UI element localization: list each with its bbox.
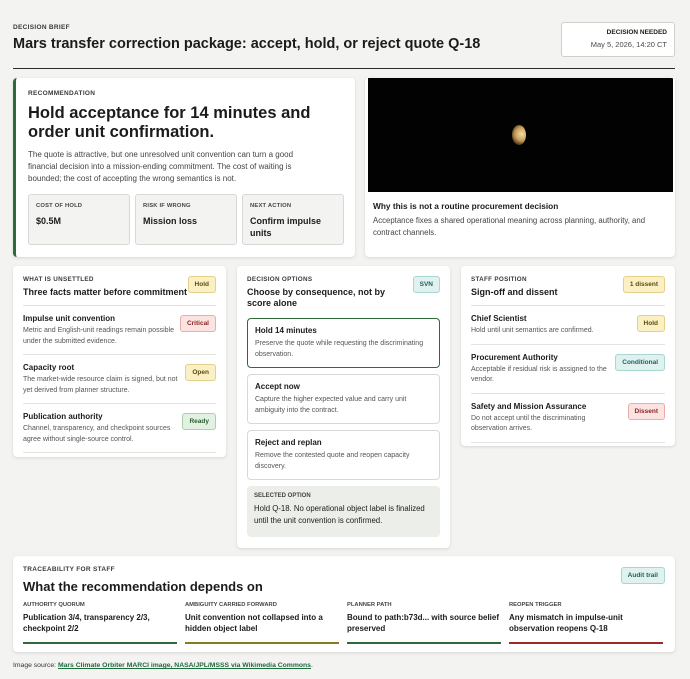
list-item <box>471 393 665 443</box>
dependency-label: REOPEN TRIGGER <box>509 602 562 608</box>
recommendation-headline: Hold acceptance for 14 minutes and order unit confirmation. <box>28 104 311 141</box>
dependency-label: AUTHORITY QUORUM <box>23 602 85 608</box>
list-item <box>23 354 216 403</box>
dependency-item <box>23 602 177 644</box>
list-item <box>471 344 665 393</box>
option-title: Hold 14 minutes <box>255 326 317 335</box>
dependency-item <box>347 602 501 644</box>
list-item <box>471 305 665 344</box>
mars-planet <box>512 125 526 145</box>
unsettled-kicker: WHAT IS UNSETTLED <box>23 276 94 283</box>
source-prefix: Image source: <box>13 662 58 669</box>
selected-option-label: SELECTED OPTION <box>254 493 311 499</box>
status-badge: Ready <box>182 413 216 430</box>
mars-image <box>368 78 673 192</box>
recommendation-card <box>13 78 355 257</box>
recommendation-body: The quote is attractive, but one unresolved unit convention can turn a good financial decision into a mission-ending commitment. The cost of waiting is bounded; the cost of accepting the wrong semantics is not. <box>28 150 294 183</box>
option-title: Reject and replan <box>255 438 322 447</box>
decision-options-card <box>237 266 450 548</box>
status-badge: Dissent <box>628 403 665 420</box>
metric-value: $0.5M <box>36 216 62 226</box>
image-caption: Why this is not a routine procurement decision <box>373 201 559 211</box>
list-item <box>23 305 216 354</box>
dependency-label: AMBIGUITY CARRIED FORWARD <box>185 602 277 608</box>
metric-value: Confirm impulse units <box>250 216 322 238</box>
item-title: Safety and Mission Assurance <box>471 401 587 411</box>
page-title: Mars transfer correction package: accept, hold, or reject quote Q-18 <box>13 36 481 52</box>
staff-kicker: STAFF POSITION <box>471 276 527 283</box>
option-description: Remove the contested quote and reopen capacity discovery. <box>255 452 410 470</box>
hold-badge: Hold <box>188 276 216 293</box>
item-description: Channel, transparency, and checkpoint sources agree without single-source control. <box>23 425 171 443</box>
staff-list <box>471 305 665 443</box>
dependency-value: Any mismatch in impulse-unit observation reopens Q-18 <box>509 613 623 633</box>
dependency-row <box>23 602 665 644</box>
image-description: Acceptance fixes a shared operational meaning across planning, authority, and contract channels. <box>373 216 646 237</box>
dependency-item <box>509 602 663 644</box>
source-link[interactable]: Mars Climate Orbiter MARCI image, NASA/JPL/MSSS via Wikimedia Commons <box>57 662 311 669</box>
decision-needed-label: DECISION NEEDED <box>606 29 667 36</box>
unsettled-title: Three facts matter before commitment <box>23 287 188 297</box>
item-title: Publication authority <box>23 412 103 421</box>
decision-needed-date: May 5, 2026, 14:20 CT <box>590 40 667 49</box>
option-accept[interactable] <box>247 374 440 424</box>
item-title: Procurement Authority <box>471 352 558 362</box>
option-title: Accept now <box>255 382 300 391</box>
dependency-value: Unit convention not collapsed into a hidden object label <box>185 613 323 633</box>
metric-risk-if-wrong <box>135 194 237 245</box>
unsettled-card <box>13 266 226 457</box>
dependency-value: Publication 3/4, transparency 2/3, checkpoint 2/2 <box>23 613 150 633</box>
dependency-value: Bound to path:b73d... with source belief preserved <box>347 613 500 633</box>
option-description: Capture the higher expected value and carry unit ambiguity into the contract. <box>255 396 407 414</box>
page-header <box>13 22 675 69</box>
dependency-item <box>185 602 339 644</box>
option-hold[interactable] <box>247 318 440 368</box>
item-description: The market-wide resource claim is signed, but not yet derived from planner structure. <box>23 376 178 394</box>
unsettled-list <box>23 305 216 453</box>
metric-value: Mission loss <box>143 216 198 226</box>
metric-label: NEXT ACTION <box>250 203 292 209</box>
metric-label: RISK IF WRONG <box>143 203 191 209</box>
source-suffix: . <box>310 662 313 669</box>
recommendation-kicker: RECOMMENDATION <box>28 90 96 97</box>
selected-option-summary <box>247 486 440 537</box>
status-badge: Critical <box>180 315 216 332</box>
option-description: Preserve the quote while requesting the discriminating observation. <box>255 340 424 358</box>
selected-option-text: Hold Q-18. No operational object label is finalized until the unit convention is confirmed. <box>254 504 425 525</box>
item-description: Hold until unit semantics are confirmed. <box>471 327 594 334</box>
svn-badge: SVN <box>413 276 440 293</box>
options-title: Choose by consequence, not by score alone <box>247 287 386 308</box>
item-description: Acceptable if residual risk is assigned to the vendor. <box>471 365 607 383</box>
metrics-row <box>28 194 355 245</box>
audit-trail-badge[interactable]: Audit trail <box>621 567 665 584</box>
list-item <box>23 403 216 453</box>
dependency-label: PLANNER PATH <box>347 602 392 608</box>
trace-title: What the recommendation depends on <box>23 579 263 594</box>
header-kicker: DECISION BRIEF <box>13 24 70 31</box>
trace-kicker: TRACEABILITY FOR STAFF <box>23 566 115 573</box>
metric-cost-of-hold <box>28 194 130 245</box>
traceability-card <box>13 556 675 652</box>
status-badge: Hold <box>637 315 665 332</box>
metric-next-action <box>242 194 344 245</box>
item-description: Do not accept until the discriminating observation arrives. <box>471 414 586 432</box>
item-title: Impulse unit convention <box>23 314 116 323</box>
status-badge: Open <box>185 364 216 381</box>
image-source-note <box>13 662 313 669</box>
option-reject[interactable] <box>247 430 440 480</box>
status-badge: Conditional <box>615 354 665 371</box>
metric-label: COST OF HOLD <box>36 203 83 209</box>
options-kicker: DECISION OPTIONS <box>247 276 313 283</box>
dissent-count-badge: 1 dissent <box>623 276 665 293</box>
item-description: Metric and English-unit readings remain possible under the submitted evidence. <box>23 327 174 345</box>
mars-image-card <box>365 78 675 257</box>
staff-position-card <box>461 266 675 446</box>
item-title: Capacity root <box>23 363 75 372</box>
staff-title: Sign-off and dissent <box>471 287 558 297</box>
decision-needed-box <box>561 22 675 57</box>
item-title: Chief Scientist <box>471 314 527 323</box>
